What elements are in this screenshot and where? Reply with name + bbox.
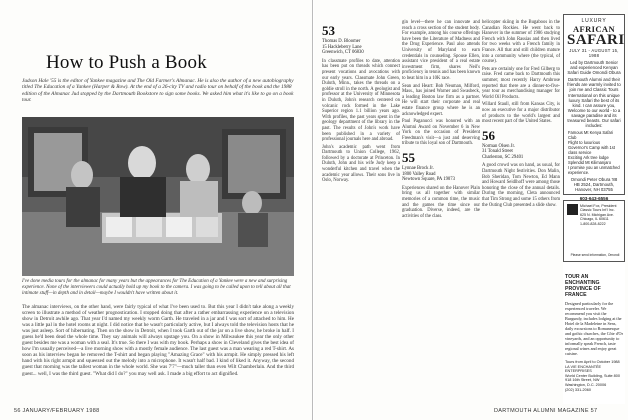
ad-safari-list-item: Famous Mt Kenya Safari Club	[568, 130, 614, 141]
class-note-paragraph: In classmate profiles to date, attention has been put on threads which connect present vocations and avocations with our early years. Classmate John Green, Duluth, Minn., takes the threads on a goldie stroll in the north. A geologist and professor at the University of Minnesota in Duluth, John's research centered on volcanic rock formed in the Lake Superior region 1.1 billion years ago. With profiles, the past years spent in the geology department of the library in the past. The results of John's work have been published in a variety of professional journals here and abroad.	[322, 58, 400, 143]
class-note-paragraph: Pets are certainly one for Fred Gilberg to raise. Fred came back to Dartmouth this summer; most recently Harry Ambrose reported that there are a dinner-to-five-year tour as merchandising manager for World Oil Products.	[482, 66, 560, 100]
article-intro: Judson Hale '55 is the editor of Yankee magazine and The Old Farmer's Almanac. He is also the author of a new autobiography titled The Education of a Yankee (Harper & Row). At the end of a 26-city TV and radio tour on behalf of the book and the 1988 edition of the Almanac Jud stopped by the Dartmouth Bookstore to sign some books. We asked him what it's like to go on a book tour.	[22, 78, 294, 104]
class-note-paragraph: Experiences shared on the Hanover Plain bring us all together with similar memories of a common time, the music and the games the time since our graduation. Diverse, indeed, are the activities of the class.	[402, 185, 480, 219]
ad-safari-contact: Omondi Peter Obura '88 HB 2524, Dartmouth, Hanover, NH 03755	[570, 177, 618, 193]
ad-safari-dates: JULY 31 - AUGUST 15, 1988	[569, 48, 619, 58]
class-note-paragraph: Paul Paganucci was honored with an Alumni Award on November 6 in New York on the occasion of President Freedman's visit—a just and deserving tribute to this loyal son of Dartmouth.	[402, 119, 480, 147]
classic-tours-coupon-line: Please send information, Omondi	[570, 253, 620, 257]
class-year-number: 56	[482, 127, 495, 143]
ad-safari-list-item: Flight to luxurious Governor's Camp with 1st class service	[568, 140, 615, 156]
class-year-number: 53	[322, 23, 335, 38]
class-note-paragraph: Willard Staull, still from Kansas City, is now an executive for a major distributor of products to the world's largest and most recent part of the United States.	[482, 102, 560, 125]
photo-illustration	[22, 117, 294, 276]
ad-african-heading: AFRICAN	[573, 24, 615, 34]
ad-safari-blurb: Dartmouth Alumni and their friends are warmly invited to join me and Classic Tours International on this unique luxury Safari the best of its kind. I can assure you, Welcome to our world - to a savage paradise and its treasured beasts. Our safari includes:	[567, 77, 621, 129]
class-note-paragraph: A good crowd was on hand, as usual, for Dartmouth Night festivities. Don Malin, Bob Sheridan, Tom Newton, Ed Mann and Howard Seidlhoff were among those honoring the close of the annual details. During the morning, Cleta announced that Tim Strong and some 15 others from the Outing Club presented a slide show.	[482, 163, 560, 208]
france-tour-contact: Tours from April to October 1988 LA VIE ENCHANTÉE ENTERPRISES World Center Building, Suite 800 918 16th Street, NW Washington, D.C. 20006 (202) 331-2060	[565, 360, 621, 392]
class-notes-column-3	[482, 20, 560, 210]
france-tour-heading: TOUR AN ENCHANTING PROVINCE OF FRANCE	[565, 274, 601, 298]
right-page	[314, 0, 628, 420]
france-tour-ad	[563, 272, 625, 404]
ad-safari-list-item: Splendid Mt Kilimanjaro	[568, 160, 612, 166]
class-note-paragraph: John's academic path went from Dartmouth to Union College, 1962, followed by a doctorate at Princeton. In Duluth, John and his wife Judy keep a wonderful kitchen and travel when the academic year allows. Their sons live in Oslo, Norway.	[322, 144, 400, 184]
ad-safari-list-item: Exciting Ark tree lodge	[568, 155, 609, 161]
ad-luxury-label: LUXURY	[581, 18, 607, 24]
classic-tours-address: Michael Fox, President Classic Tours Int'l Inc. 625 N. Michigan Ave. Chicago, IL 60611 1-800-828-8222	[580, 204, 617, 226]
classic-tours-logo-icon	[567, 204, 578, 215]
ad-safari-list	[567, 130, 621, 175]
class-note-paragraph: gin level—there he can innovate and reach a cross section of the student body. For example, among his course offerings have been the Literature of Madness and the Drug Experience. Paul also attends University of Maryland to earn credentials in counseling. Spouse Ellen, assistant vice president of a real estate investment firm, shares Neil's proficiency in tennis and has been known to beat him in a 10K race.	[402, 20, 480, 81]
class-year-number: 55	[402, 150, 415, 166]
ad-safari-list-item: I promise you an unmatched experience.	[568, 165, 620, 176]
african-safari-ad	[563, 14, 625, 201]
france-tour-text: Designed particularly for the experienced traveler. We recommend you visit the Burgundy, includes lodging at the Hotel de la Madeleine in Sens, daily excursions to Romanesque and gothic churches, the Côte d'Or vineyards, and an opportunity to informally speak French, taste regional wines and enjoy great cuisine.	[565, 301, 623, 356]
article-title: How to Push a Book	[46, 52, 207, 73]
ad-safari-led-by: Led by Dartmouth Senior and experienced Kenyan Safari Guide Omondi Obura	[567, 60, 621, 76]
class-secretary-address: Lynnae Brock Jr. 1800 Valley Road Newtown Square, PA 19073	[402, 166, 455, 183]
classic-tours-coupon	[563, 200, 625, 262]
class-secretary-address: Thomas D. Bloomer 15 Hackleberry Lane Greenwich, CT 06830	[322, 39, 364, 56]
class-notes-column-2	[402, 20, 480, 221]
left-page	[0, 0, 313, 420]
advertisement-column	[563, 14, 625, 404]
article-body: The almanac interviews, on the other hand, were fairly typical of what I've been used to. But this year I didn't take along a weekly screen to illustrate a method of weather prognostication. I stopped doing that after a rather embarrassing experience on a television show in Detroit awhile ago. That year I'd named my weekly worm Garth. He traveled in a jar and I was sort of attached to him. He was a little pal in the hotel rooms at night. I did notice that he wasn't particularly active, but I always told the television hosts that he was just asleep. Sort of hibernating. Then on the show in Detroit, when I took Garth out of the jar on a live show, he broke in half. I guess he'd been dead the whole time. They say animals will always upstage you. On a show in Milwaukee this year the only other guest besides me was a woman with a seal. It's true. So there I was with my book. Perhaps a show in Cleveland gives the best idea of how I'm usually perceived—a live morning show with a mostly female audience. The last guest was a man wearing a red T-shirt. As soon as his interview began he removed the T-shirt and began playing "Amazing Grace" with his armpit. He simply pressed his left hand with his right armpit and squeezed out the melody into a microphone. It wasn't half bad. I kind of liked it. Anyway, the second guest that morning was the tallest woman in the whole world. She was 7'7"—much taller than even Wilt Chamberlain. And the third guest... well, I was the third guest. "What did I do?" you may well ask. I made a big effort to act dignified.	[22, 304, 294, 377]
ad-safari-heading: SAFARI	[567, 32, 625, 48]
class-secretary-address: Norman Olsen Jr. 31 Tonald Street Charleston, SC 29401	[482, 143, 524, 160]
ad-safari-phone: 603-643-6556	[579, 195, 609, 201]
left-folio: 56 JANUARY/FEBRUARY 1988	[14, 408, 100, 414]
right-folio: DARTMOUTH ALUMNI MAGAZINE 57	[494, 408, 598, 414]
class-note-paragraph: Sean and Heart: Bob Neuman, Milford, Mass., has joined Warner and Swasbeck, a leading Boston law firm as a partner. He will start their corporate and real estate finance group where he is an acknowledged expert.	[402, 83, 480, 117]
photo-caption: I've done media tours for the almanac for many years but the appearances for The Education of a Yankee were a new and surprising experience. None of the interviewers could actually hold up my book to the camera. I was going to be called upon to tell about all that intimate stuff—in depth and in detail—maybe I wouldn't have written about it.	[22, 279, 291, 296]
article-photo	[22, 117, 294, 276]
class-note-paragraph: helicopter skiing in the Bugaboos in the Canadian Rockies. He went back to Hanover in the summer of 1986 studying French with John Rassias and then lived for two weeks with a French family in France. All that and still children mature into a community where (the typical, of course).	[482, 20, 560, 65]
class-notes-column-1	[322, 20, 400, 186]
